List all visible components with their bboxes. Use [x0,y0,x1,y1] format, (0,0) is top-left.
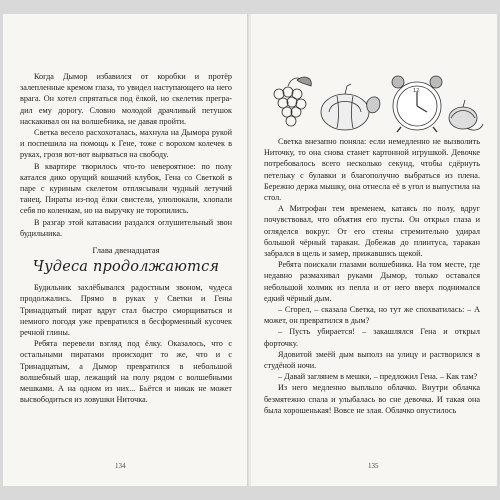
grapes-icon [274,77,311,126]
paragraph: Светка весело расхохоталась, махнула на Дымора рукой и поспешила на помощь к Гене, тоже с ворохом колечек в руках, грозя вот-вот вырваться на свободу. [20,128,232,160]
left-page [3,14,249,486]
illustration-still-life-icon [267,72,485,136]
paragraph: – Сгорел, – сказала Светка, но тут же спохватилась: – А может, он превратился в дым? [264,305,480,326]
paragraph: Ребята поискали глазами волшебника. На том месте, где недавно размахивал руками Дымор, только оставался небольшой холмик из пепла и от него вверх поднимался едкий чёрный дым. [264,260,480,303]
left-page-text [20,71,232,405]
paragraph: В квартире творилось что-то невероятное: по полу катался дико орущий кошачий клубок, Гена со Светкой в паре с куриным скелетом отплясывали чудный летучий танец. Пираты из-под ёлки свистели, улюлюкали, хлопали себя по коленкам, но на выручку не торопились. [20,161,232,216]
paragraph: Ребята перевели взгляд под ёлку. Оказалось, что с остальными пиратами происходит то же, что и с Тринадцатым, а Дымор превратился в небольшой волшебный шар, лежащий на полу рядом с волшебными мешками. А на одном из них... Бьётся и никак не может высвободиться из ловушки Ниточка. [20,339,232,405]
svg-text:12: 12 [413,88,420,94]
paragraph: Когда Дымор избавился от коробки и протёр залепленные кремом глаза, то увидел наступающего на него врага. Он хотел спрятаться под ёлкой, но скелетик преградил ему дорогу. Словно молодой драчливый петушок наскакивал он на волшебника, не давая пройти. [20,72,232,126]
pumpkin-icon [321,84,380,130]
paragraph: Будильник захлёбывался радостным звоном, чудеса продолжались. Прямо в руках у Светки и Гены Тринадцатый пират вдруг стал быстро сморщиваться и немного погодя уже превратился в бесформенный кусочек речной глины. [20,283,232,338]
paragraph: – Пусть убирается! – закашлялся Гена и открыл форточку. [264,327,480,348]
alarm-clock-icon [392,76,442,132]
page-number: 134 [115,462,126,470]
paragraph: В разгар этой катавасии раздался оглушительный звон будильника. [20,217,232,238]
chapter-label: Глава двенадцатая [92,245,160,256]
paragraph: Из него медленно выплыло облачко. Внутри облачка безмятежно спала и улыбалась во сне девочка. И такая она была хорошенькая! Вовсе не злая. Облачко опустилось [264,383,480,415]
paragraph: Ядовитой змеёй дым выполз на улицу и растворился в студёной ночи. [264,349,480,371]
tangerine-icon [449,100,483,130]
paragraph: Светка внезапно поняла: если немедленно не вызволить Ниточку, то она снова станет картонной игрушкой. Девочке потребовалось всего несколько секунд, чтобы сдёрнуть петельку с булавки и благополучно выбраться из плена. Бережно держа мышку, она отнесла её в угол и выпустила на стол. [264,137,480,203]
paragraph: А Митрофан тем временем, катаясь по полу, вдруг почувствовал, что объятия его пусты. Он открыл глаза и огляделся вокруг. От его стены стремительно удирал большой чёрный таракан. Добежав до плинтуса, таракан забрался в щель и замер, прижавшись щекой. [264,204,480,259]
chapter-title: Чудеса продолжаются [32,259,220,276]
paragraph: – Давай заглянем в мешки, – предложил Гена. – Как там? [278,372,478,382]
right-page [251,14,497,486]
page-number: 135 [368,462,379,470]
right-page-text [264,136,480,416]
